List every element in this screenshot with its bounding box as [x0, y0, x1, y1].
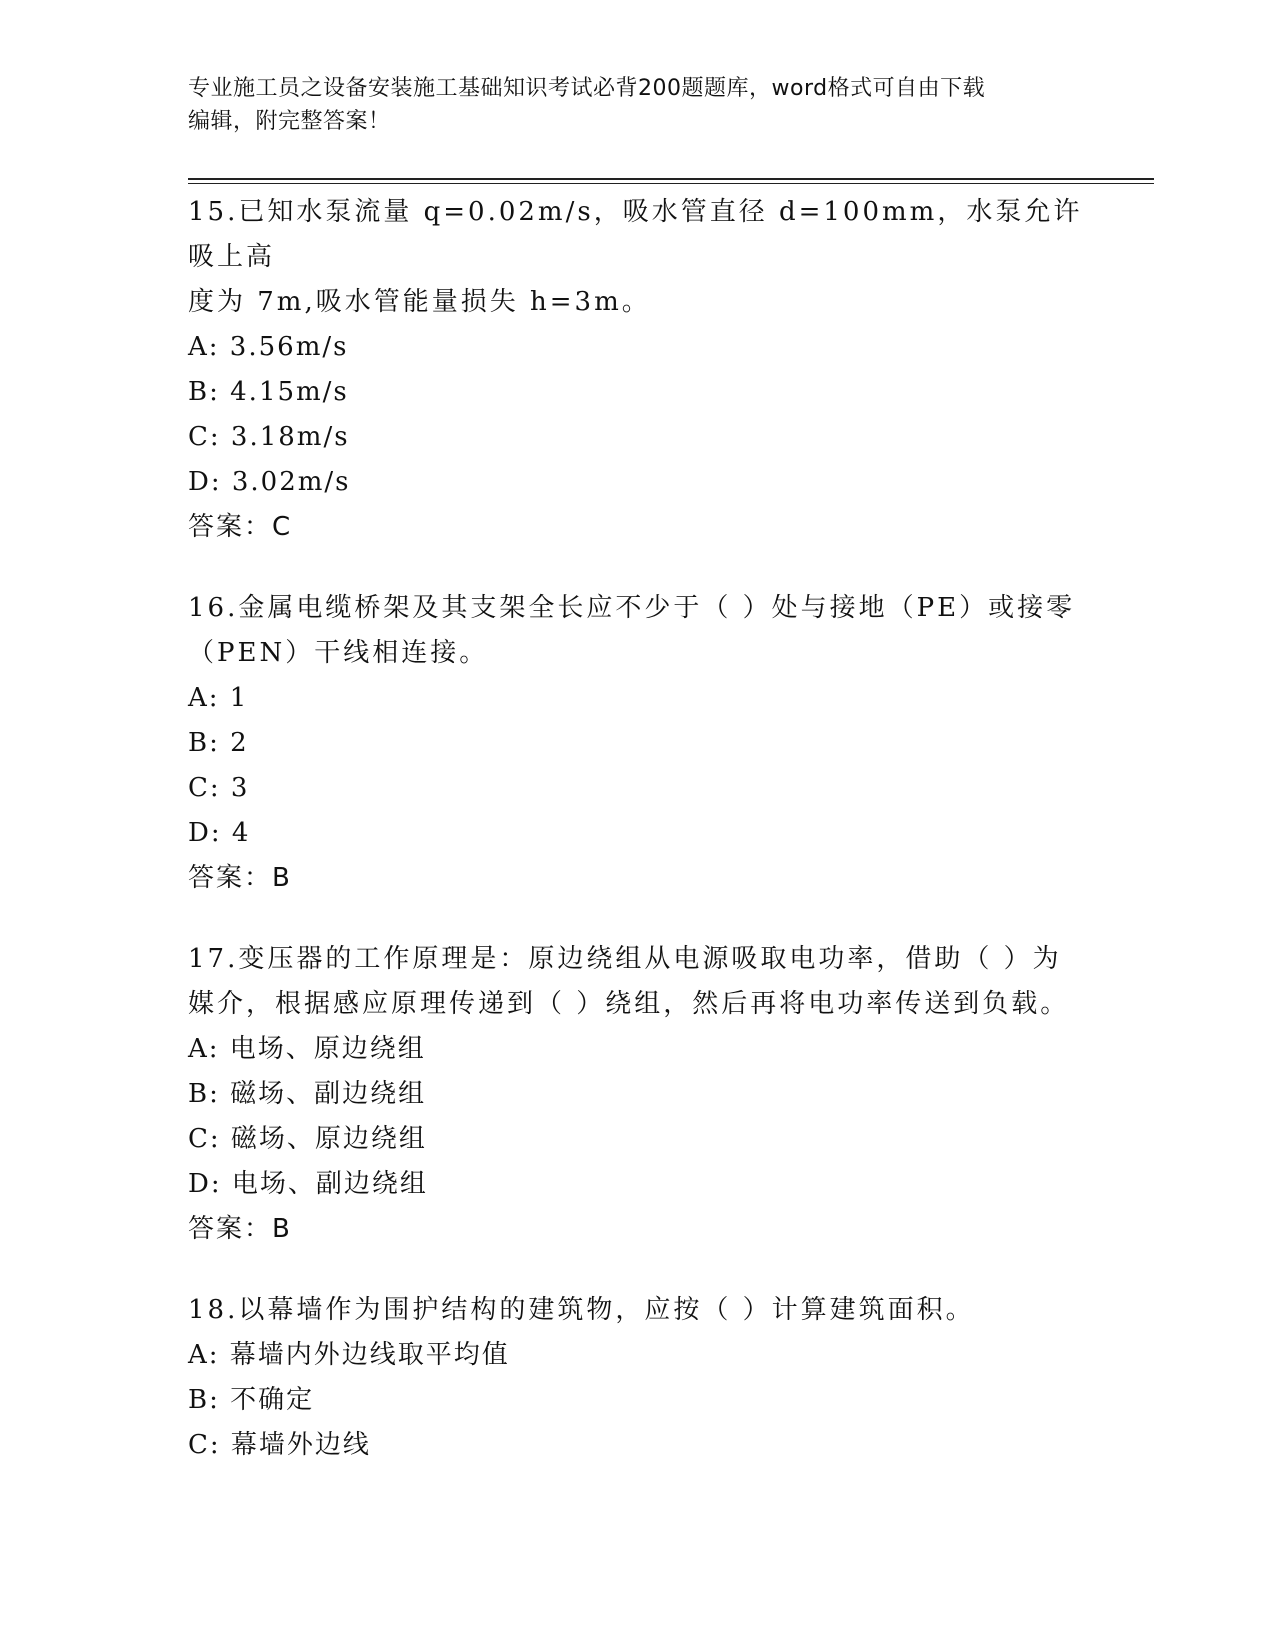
- question-16: [188, 586, 1088, 901]
- header-divider-thin: [188, 183, 1154, 184]
- question-stem-line: 17.变压器的工作原理是：原边绕组从电源吸取电功率，借助（ ）为: [188, 944, 1062, 974]
- question-stem-line: 度为 7m,吸水管能量损失 h=3m。: [188, 287, 651, 317]
- option-c: C: 磁场、原边绕组: [188, 1124, 427, 1154]
- option-a: A: 3.56m/s: [188, 332, 349, 362]
- question-stem: [188, 190, 1088, 325]
- option-a: A: 电场、原边绕组: [188, 1034, 426, 1064]
- answer-label: 答案：C: [188, 512, 293, 542]
- option-b: B: 磁场、副边绕组: [188, 1079, 427, 1109]
- question-stem-line: 18.以幕墙作为围护结构的建筑物，应按（ ）计算建筑面积。: [188, 1295, 975, 1325]
- option-b: B: 4.15m/s: [188, 377, 349, 407]
- header-line-1: 专业施工员之设备安装施工基础知识考试必背200题题库，word格式可自由下载: [188, 76, 986, 101]
- option-c: C: 幕墙外边线: [188, 1430, 371, 1460]
- option-a: A: 1: [188, 683, 249, 713]
- question-stem: [188, 937, 1088, 1027]
- option-b: B: 2: [188, 728, 249, 758]
- header-line-2: 编辑，附完整答案！: [188, 109, 391, 134]
- question-stem-line: 16.金属电缆桥架及其支架全长应不少于（ ）处与接地（PE）或接零: [188, 593, 1076, 623]
- question-stem-line: （PEN）干线相连接。: [188, 638, 489, 668]
- option-d: D: 4: [188, 818, 251, 848]
- question-stem: [188, 1288, 1088, 1333]
- question-18: [188, 1288, 1088, 1468]
- option-d: D: 电场、副边绕组: [188, 1169, 428, 1199]
- document-header: [188, 72, 1088, 138]
- question-17: [188, 937, 1088, 1252]
- question-stem: [188, 586, 1088, 676]
- question-stem-line: 15.已知水泵流量 q=0.02m/s，吸水管直径 d=100mm，水泵允许吸上高: [188, 197, 1083, 272]
- option-b: B: 不确定: [188, 1385, 315, 1415]
- header-divider-thick: [188, 178, 1154, 180]
- question-stem-line: 媒介，根据感应原理传递到（ ）绕组，然后再将电功率传送到负载。: [188, 989, 1070, 1019]
- option-d: D: 3.02m/s: [188, 467, 351, 497]
- option-c: C: 3.18m/s: [188, 422, 350, 452]
- answer-label: 答案：B: [188, 863, 292, 893]
- question-15: [188, 190, 1088, 550]
- answer-label: 答案：B: [188, 1214, 292, 1244]
- option-a: A: 幕墙内外边线取平均值: [188, 1340, 510, 1370]
- question-list: [188, 190, 1088, 1504]
- option-c: C: 3: [188, 773, 250, 803]
